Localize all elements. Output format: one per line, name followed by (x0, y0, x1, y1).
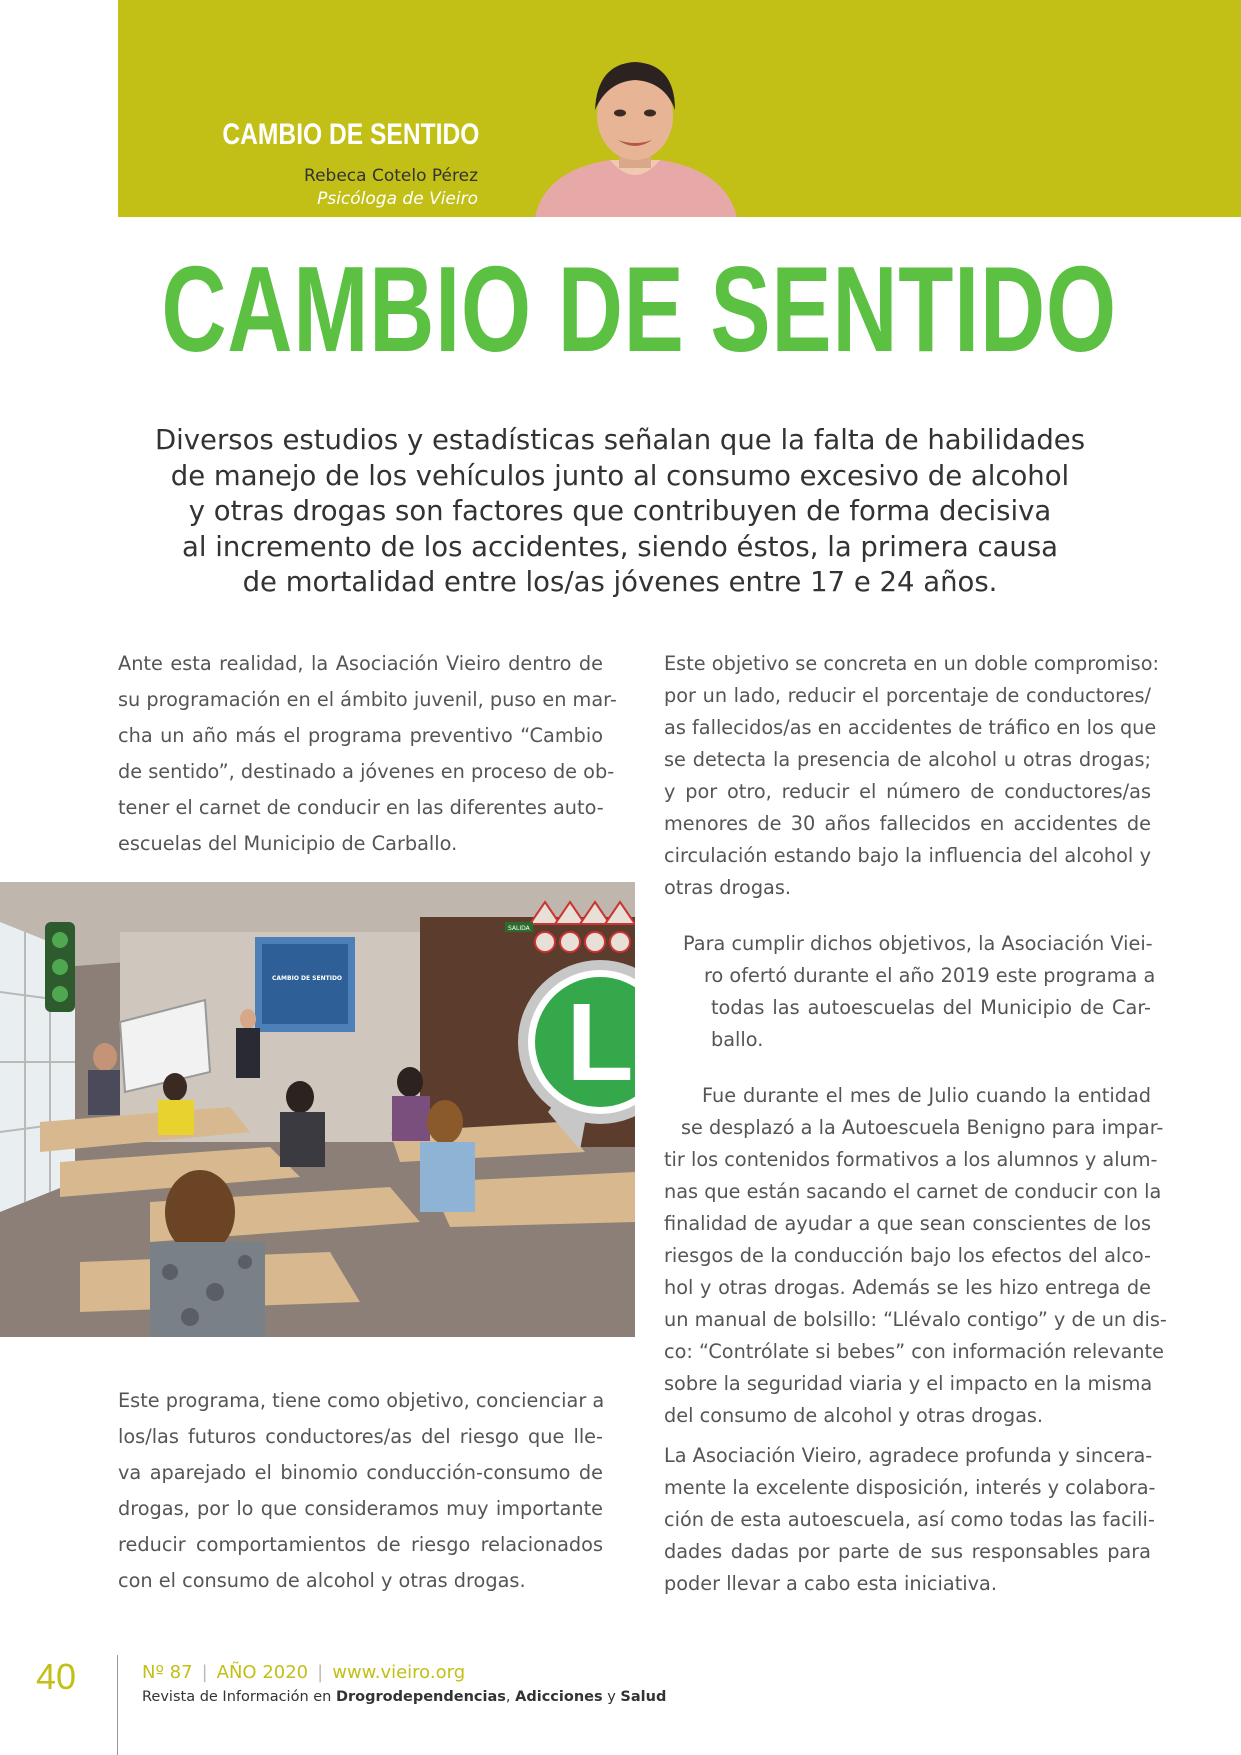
text-line: circulación estando bajo la influencia del alcohol y (664, 844, 1151, 867)
lead-line: Diversos estudios y estadísticas señalan que la falta de habilidades (154, 424, 1086, 456)
footer-issue-line: Nº 87 | AÑO 2020 | www.vieiro.org (142, 1662, 466, 1683)
text-line: cha un año más el programa preventivo “Cambio (118, 724, 603, 747)
right-paragraph-1 (664, 648, 1160, 904)
slide-title: CAMBIO DE SENTIDO (272, 975, 343, 982)
text-line: menores de 30 años fallecidos en accidentes de (664, 812, 1151, 835)
right-paragraph-2 (664, 928, 1156, 1056)
text-line: Para cumplir dichos objetivos, la Asociación Viei- (683, 932, 1153, 955)
lead-line: al incremento de los accidentes, siendo éstos, la primera causa (181, 530, 1059, 563)
text-line: todas las autoescuelas del Municipio de Car- (711, 996, 1151, 1019)
text-line: nas que están sacando el carnet de conducir con la (664, 1180, 1162, 1203)
text-line: co: “Contrólate si bebes” con información relevante (664, 1340, 1164, 1363)
text-line: mente la excelente disposición, interés y colabora- (664, 1476, 1156, 1499)
badge-letter: L (566, 981, 634, 1104)
text-line: La Asociación Vieiro, agradece profunda y sincera- (664, 1444, 1153, 1467)
text-line: del consumo de alcohol y otras drogas. (664, 1404, 1044, 1427)
text-line: tener el carnet de conducir en las diferentes auto- (118, 796, 604, 819)
text-line: dades dadas por parte de sus responsables para (664, 1540, 1151, 1563)
left-paragraph-2 (118, 1383, 603, 1599)
text-line: se desplazó a la Autoescuela Benigno para impar- (681, 1116, 1164, 1139)
text-line: ro ofertó durante el año 2019 este programa a (704, 964, 1156, 987)
text-line: poder llevar a cabo esta iniciativa. (664, 1572, 997, 1595)
text-line: sobre la seguridad viaria y el impacto en la misma (664, 1372, 1153, 1395)
author-name: Rebeca Cotelo Pérez (304, 166, 478, 186)
footer-divider (117, 1655, 118, 1755)
text-line: de sentido”, destinado a jóvenes en proceso de ob- (118, 760, 615, 783)
lead-line: y otras drogas son factores que contribuyen de forma decisiva (188, 495, 1052, 527)
text-line: escuelas del Municipio de Carballo. (118, 832, 458, 855)
text-line: se detecta la presencia de alcohol u otras drogas; (664, 748, 1151, 771)
right-paragraph-4 (664, 1440, 1156, 1600)
section-label: CAMBIO DE SENTIDO (222, 118, 479, 151)
page-title: CAMBIO DE SENTIDO (161, 241, 1117, 377)
website-link[interactable]: www.vieiro.org (332, 1662, 466, 1683)
text-line: Ante esta realidad, la Asociación Vieiro dentro de (118, 652, 603, 675)
text-line: va aparejado el binomio conducción-consumo de (118, 1461, 603, 1484)
text-line: drogas, por lo que consideramos muy importante (118, 1497, 603, 1520)
classroom-photo (0, 882, 635, 1337)
subtitle-text: Salud (620, 1689, 667, 1705)
text-line: un manual de bolsillo: “Llévalo contigo” y de un dis- (664, 1308, 1167, 1331)
text-line: Este objetivo se concreta en un doble compromiso: (664, 652, 1160, 675)
text-line: hol y otras drogas. Además se les hizo entrega de (664, 1276, 1151, 1299)
door-sign: SALIDA (508, 925, 530, 932)
text-line: por un lado, reducir el porcentaje de conductores/ (664, 684, 1151, 707)
text-line: as fallecidos/as en accidentes de tráfico en los que (664, 716, 1157, 739)
subtitle-text: Drogrodependencias (335, 1689, 506, 1705)
text-line: riesgos de la conducción bajo los efectos del alco- (664, 1244, 1151, 1267)
text-line: otras drogas. (664, 876, 792, 899)
lead-line: de manejo de los vehículos junto al consumo excesivo de alcohol (170, 459, 1070, 492)
text-line: reducir comportamientos de riesgo relacionados (118, 1533, 603, 1556)
text-line: finalidad de ayudar a que sean conscientes de los (664, 1212, 1151, 1235)
text-line: Este programa, tiene como objetivo, concienciar a (118, 1389, 605, 1412)
page-number: 40 (36, 1656, 77, 1697)
text-line: con el consumo de alcohol y otras drogas. (118, 1569, 526, 1592)
text-line: los/las futuros conductores/as del riesgo que lle- (118, 1425, 603, 1448)
text-line: tir los contenidos formativos a los alumnos y alum- (664, 1148, 1158, 1171)
author-role: Psicóloga de Vieiro (317, 189, 478, 209)
lead-line: de mortalidad entre los/as jóvenes entre 17 e 24 años. (242, 566, 998, 598)
text-line: Fue durante el mes de Julio cuando la entidad (702, 1084, 1151, 1107)
text-line: ballo. (711, 1028, 764, 1051)
right-paragraph-3 (664, 1080, 1167, 1432)
left-paragraph-1 (118, 646, 617, 862)
subtitle-text: Adicciones (515, 1689, 603, 1705)
subtitle-text: Revista de Información en (142, 1689, 336, 1705)
author-portrait (515, 58, 755, 217)
text-line: y por otro, reducir el número de conductores/as (664, 780, 1151, 803)
text-line: ción de esta autoescuela, así como todas las facili- (664, 1508, 1155, 1531)
text-line: su programación en el ámbito juvenil, puso en mar- (118, 688, 617, 711)
lead-paragraph (150, 423, 1090, 601)
footer-subtitle (142, 1689, 666, 1705)
subtitle-text: y (602, 1689, 621, 1705)
subtitle-text: , (505, 1689, 516, 1705)
issue-year: AÑO 2020 (216, 1662, 309, 1683)
issue-number: Nº 87 (142, 1662, 193, 1683)
